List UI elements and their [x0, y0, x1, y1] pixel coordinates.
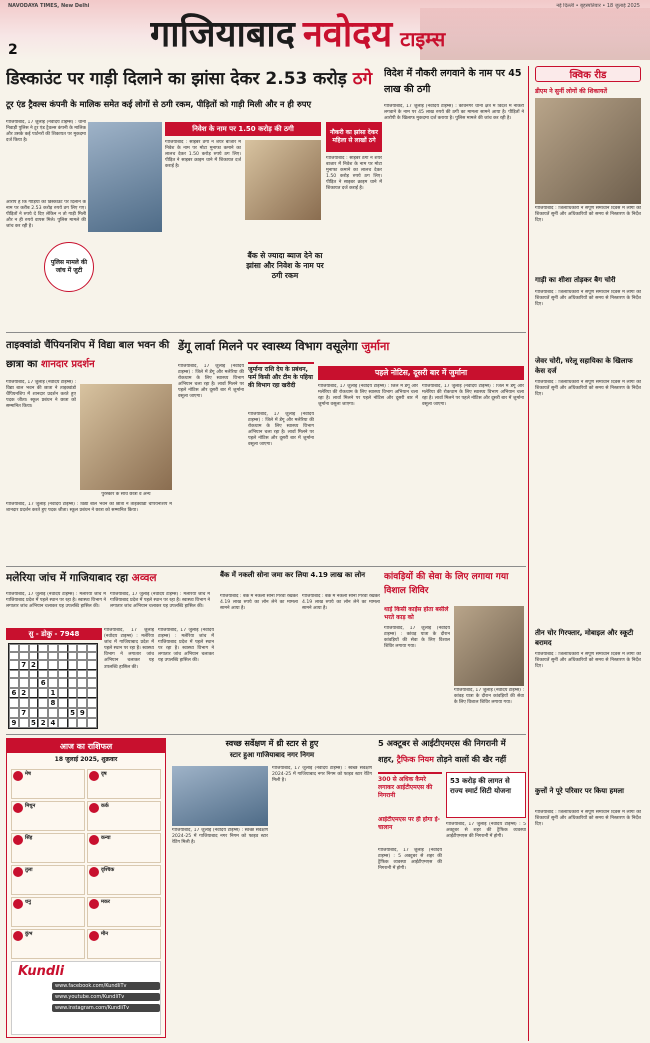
swachh-subheadline: स्टार हुआ गाजियाबाद नगर निगम [229, 751, 315, 759]
social-link[interactable]: www.instagram.com/KundliTv [52, 1004, 160, 1012]
rashi-item [11, 929, 85, 959]
sudoku-cell [87, 698, 97, 708]
taekwondo-body-1: गाजियाबाद, 17 जुलाई (नवोदय टाइम्स) : विद्या बाल भवन की छात्रा ने ताइक्वांडो चैंपियनशिप में शानदार प्रदर्शन करते हुए पदक जीता। स्कूल प्रबंधन ने छात्रा को सम्मानित किया। [6, 380, 76, 410]
lead-headline [6, 66, 436, 94]
sudoku-cell [48, 670, 58, 678]
swachh-body-2: गाजियाबाद, 17 जुलाई (नवोदय टाइम्स) : स्वच्छ सर्वेक्षण 2024-25 में गाजियाबाद नगर निगम को फाइव स्टार रेटिंग मिली है। [272, 766, 372, 784]
quick-body-4: गाजियाबाद : जिलाधिकारी ने संपूर्ण समाधान दिवस में लोगों की शिकायतें सुनीं और अधिकारियों को समय से निस्तारण के निर्देश दिए। [535, 652, 641, 670]
quick-read-label: क्विक रीड [569, 70, 607, 81]
lead-byline: गाजियाबाद, 17 जुलाई (नवोदय टाइम्स) : थाना निवाड़ी पुलिस ने टूर एंड ट्रैवल्स कंपनी के मालिक और उसके कई पार्टनरों की शिकायत पर मुकदमा दर्ज किया है। [6, 120, 86, 144]
brand-small: NAVODAYA TIMES, New Delhi [8, 3, 90, 9]
sudoku-cell [58, 678, 68, 688]
sudoku-cell [87, 678, 97, 688]
sudoku-cell [77, 718, 87, 728]
sudoku-cell [58, 688, 68, 698]
malaria-body-1: गाजियाबाद, 17 जुलाई (नवोदय टाइम्स) : मलेरिया जांच में गाजियाबाद प्रदेश में पहले स्थान पर रहा है। स्वास्थ्य विभाग ने लगातार जांच अभियान चलाकर यह उपलब्धि हासिल की। [6, 592, 106, 610]
zodiac-icon [13, 771, 23, 781]
sudoku-cell [77, 678, 87, 688]
dm-meeting-image [535, 98, 641, 204]
bike-body-2: गाजियाबाद : बैंक में नकली सोना गिरवी रखकर 4.19 लाख रुपये का लोन लेने का मामला सामने आया है। [302, 594, 380, 612]
dengue-notice [318, 366, 524, 380]
dengue-bullet-text: जुर्माना राशि देय के प्रबंधन, फर्म किसी और टीम के पहिया की विभाग रहा खरीदी [248, 366, 313, 389]
sudoku-cell [58, 708, 68, 718]
job-fraud-title: नौकरी का झांसा देकर महिला से लाखों ठगे [330, 129, 378, 144]
sudoku-cell [48, 660, 58, 670]
investment-sub-title: निवेश के नाम पर 1.50 करोड़ की ठगी [192, 124, 294, 133]
rashi-name: तुला [25, 867, 33, 873]
dengue-headline [178, 336, 528, 358]
job-fraud-box [326, 122, 382, 152]
quick-h5: कुत्तों ने पूरे परिवार पर किया हमला [535, 787, 624, 795]
sudoku-cell [19, 644, 29, 652]
quick-read-tag [535, 66, 641, 82]
malaria-headline [6, 568, 216, 588]
taekwondo-body-2: गाजियाबाद, 17 जुलाई (नवोदय टाइम्स) : विद्या बाल भवन की छात्रा ने ताइक्वांडो चैंपियनशिप में शानदार प्रदर्शन करते हुए पदक जीता। स्कूल प्रबंधन ने छात्रा को सम्मानित किया। [6, 502, 172, 514]
quick-h4: तीन चोर गिरफ्तार, मोबाइल और स्कूटी बरामद [535, 629, 634, 647]
sudoku-cell [48, 708, 58, 718]
sudoku-cell [29, 670, 39, 678]
divider-2 [6, 566, 526, 567]
rashifal-title-bar [7, 739, 165, 753]
rashi-item [87, 801, 161, 831]
zodiac-icon [13, 835, 23, 845]
sudoku-cell [77, 652, 87, 660]
rashi-item [87, 865, 161, 895]
sudoku-title: सु - डोकु - 7948 [28, 629, 80, 638]
sudoku-cell [38, 644, 48, 652]
itms-bullet-2 [378, 816, 442, 846]
sudoku-cell [77, 698, 87, 708]
pulice-quote [44, 242, 94, 292]
zodiac-icon [89, 835, 99, 845]
itms-suffix: तोड़ने वालों की खैर नहीं [436, 755, 507, 764]
sudoku-cell [19, 698, 29, 708]
sudoku-cell: 2 [29, 660, 39, 670]
sudoku-cell [77, 660, 87, 670]
sudoku-cell [58, 670, 68, 678]
taekwondo-headline-text: ताइक्वांडो चैंपियनशिप में विद्या बाल भवन की छात्रा का [6, 340, 170, 370]
sudoku-cell: 9 [77, 708, 87, 718]
lead-body: आरोप है कि गाड़ियों को डिस्काउंट पर दिलाने के नाम पर करीब 2.53 करोड़ रुपये ठग लिए गए। पीड़ितों ने रुपये दे दिए लेकिन न तो गाड़ी मिली और न ही रुपये वापस मिले। पुलिस मामले की जांच कर रही है। [6, 200, 86, 230]
sudoku-cell: 6 [38, 678, 48, 688]
title-part1: गाजियाबाद [150, 13, 295, 55]
dengue-body-1: गाजियाबाद, 17 जुलाई (नवोदय टाइम्स) : जिले में डेंगू और मलेरिया की रोकथाम के लिए स्वास्थ्य विभाग अभियान चला रहा है। लार्वा मिलने पर पहले नोटिस और दूसरी बार में जुर्माना वसूला जाएगा। [178, 364, 244, 400]
swachh-body-1: गाजियाबाद, 17 जुलाई (नवोदय टाइम्स) : स्वच्छ सर्वेक्षण 2024-25 में गाजियाबाद नगर निगम को फाइव स्टार रेटिंग मिली है। [172, 828, 268, 846]
rashi-name: धनु [25, 899, 31, 905]
sudoku-cell [9, 678, 19, 688]
dengue-body-2: गाजियाबाद, 17 जुलाई (नवोदय टाइम्स) : जिले में डेंगू और मलेरिया की रोकथाम के लिए स्वास्थ्य विभाग अभियान चला रहा है। लार्वा मिलने पर पहले नोटिस और दूसरी बार में जुर्माना वसूला जाएगा। [248, 412, 314, 448]
zodiac-icon [89, 771, 99, 781]
rashifal-signs [11, 769, 161, 959]
rashi-name: मेष [25, 771, 31, 777]
social-link[interactable]: www.youtube.com/KundliTv [52, 993, 160, 1001]
sudoku-cell [19, 652, 29, 660]
kanwar-body-1: गाजियाबाद, 17 जुलाई (नवोदय टाइम्स) : कांवड़ यात्रा के दौरान कांवड़ियों की सेवा के लिए विशाल शिविर लगाया गया। [384, 626, 450, 650]
sudoku-cell [77, 670, 87, 678]
rashifal-title: आज का राशिफल [59, 741, 113, 751]
itms-accent: ट्रैफिक नियम [396, 755, 434, 764]
itms-bullet-1-text: 300 से अधिक कैमरे लगाकर आईटीएमएस की निगरानी [378, 776, 433, 799]
itms-headline-2 [378, 752, 526, 768]
divider-3 [6, 734, 526, 735]
social-link[interactable]: www.facebook.com/KundliTv [52, 982, 160, 990]
sudoku-cell [9, 670, 19, 678]
itms-body-1: गाजियाबाद, 17 जुलाई (नवोदय टाइम्स) : 5 अक्टूबर से शहर की ट्रैफिक व्यवस्था आईटीएमएस की निगरानी में होगी। [378, 848, 442, 872]
rashifal-date: 18 जुलाई 2025, शुक्रवार [54, 756, 118, 763]
sudoku-cell: 7 [19, 660, 29, 670]
dengue-body-4: गाजियाबाद, 17 जुलाई (नवोदय टाइम्स) : जिले में डेंगू और मलेरिया की रोकथाम के लिए स्वास्थ्य विभाग अभियान चला रहा है। लार्वा मिलने पर पहले नोटिस और दूसरी बार में जुर्माना वसूला जाएगा। [422, 384, 524, 408]
swachh-headline: स्वच्छ सर्वेक्षण में थ्री स्टार से हुए [225, 739, 319, 748]
sudoku-cell [29, 698, 39, 708]
sudoku-cell [48, 652, 58, 660]
zodiac-icon [13, 899, 23, 909]
sudoku-cell: 9 [9, 718, 19, 728]
rashi-name: कर्क [101, 803, 109, 809]
title-part3: टाइम्स [400, 27, 446, 51]
sudoku-cell [19, 670, 29, 678]
sudoku-cell [58, 698, 68, 708]
rashi-item [11, 769, 85, 799]
sudoku-cell [9, 660, 19, 670]
malaria-body-3: गाजियाबाद, 17 जुलाई (नवोदय टाइम्स) : मलेरिया जांच में गाजियाबाद प्रदेश में पहले स्थान पर रहा है। स्वास्थ्य विभाग ने लगातार जांच अभियान चलाकर यह उपलब्धि हासिल की। [158, 628, 214, 664]
dengue-notice-text: पहले नोटिस, दूसरी बार में जुर्माना [374, 368, 468, 377]
rashi-name: कुंभ [25, 931, 33, 937]
sudoku-cell [9, 652, 19, 660]
dengue-body-3: गाजियाबाद, 17 जुलाई (नवोदय टाइम्स) : जिले में डेंगू और मलेरिया की रोकथाम के लिए स्वास्थ्य विभाग अभियान चला रहा है। लार्वा मिलने पर पहले नोटिस और दूसरी बार में जुर्माना वसूला जाएगा। [318, 384, 418, 408]
zodiac-icon [13, 931, 23, 941]
itms-body-2: गाजियाबाद, 17 जुलाई (नवोदय टाइम्स) : 5 अक्टूबर से शहर की ट्रैफिक व्यवस्था आईटीएमएस की निगरानी में होगी। [446, 822, 526, 840]
sudoku-cell [29, 652, 39, 660]
investment-sub-box [165, 122, 321, 136]
sudoku-cell [38, 688, 48, 698]
sudoku-cell [77, 688, 87, 698]
sudoku-cell [68, 652, 78, 660]
sudoku-cell [77, 644, 87, 652]
sudoku-cell [9, 708, 19, 718]
taekwondo-photo [80, 384, 172, 490]
pulice-quote-text: पुलिस मामले की जांच में जुटी [50, 259, 88, 274]
malaria-accent: अव्वल [131, 572, 157, 584]
sudoku-cell [68, 688, 78, 698]
sudoku-cell: 8 [48, 698, 58, 708]
taekwondo-accent: शानदार प्रदर्शन [40, 359, 95, 370]
date-line: नई दिल्ली • बृहस्पतिवार • 18 जुलाई 2025 [556, 3, 640, 9]
quick-subtitle: डीएम ने सुनीं लोगों की शिकायतें [535, 88, 607, 95]
sudoku-cell [9, 698, 19, 708]
sudoku-grid [8, 643, 98, 729]
rashi-item [11, 897, 85, 927]
kanwar-headline: कांवड़ियों की सेवा के लिए लगाया गया विशाल शिविर [384, 572, 509, 596]
sudoku-cell: 2 [19, 688, 29, 698]
kundli-ad [11, 961, 161, 1035]
bike-body-1: गाजियाबाद : बैंक में नकली सोना गिरवी रखकर 4.19 लाख रुपये का लोन लेने का मामला सामने आया है। [220, 594, 298, 612]
sudoku-cell [68, 698, 78, 708]
rashi-name: कन्या [101, 835, 111, 841]
dengue-accent: जुर्माना [361, 339, 390, 353]
sudoku-cell [58, 660, 68, 670]
kanwar-bullet: थाई किसी काईंस होता बसीले भरते काड़ को [384, 606, 449, 621]
sudoku-cell [38, 708, 48, 718]
sudoku-cell [29, 708, 39, 718]
sudoku-cell [48, 644, 58, 652]
sudoku-cell [58, 644, 68, 652]
bike-headline: बैंक में नकली सोना जमा कर लिया 4.19 लाख का लोन [220, 571, 366, 579]
sudoku-cell [87, 708, 97, 718]
zodiac-icon [89, 899, 99, 909]
sudoku-cell [68, 660, 78, 670]
investment-sub-body: गाजियाबाद : साइबर ठगों ने शेयर बाजार में निवेश के नाम पर मोटा मुनाफा कमाने का लालच देकर 1.50 करोड़ रुपये ठग लिए। पीड़ित ने साइबर क्राइम थाने में शिकायत दर्ज कराई है। [165, 140, 241, 170]
zodiac-icon [89, 803, 99, 813]
job-fraud-body: गाजियाबाद : साइबर ठगों ने शेयर बाजार में निवेश के नाम पर मोटा मुनाफा कमाने का लालच देकर 1.50 करोड़ रुपये ठग लिए। पीड़ित ने साइबर क्राइम थाने में शिकायत दर्ज कराई है। [326, 156, 382, 192]
sudoku-cell [87, 688, 97, 698]
sudoku-cell [68, 678, 78, 688]
sudoku-cell [29, 688, 39, 698]
sudoku-title-bar [6, 628, 102, 640]
rashi-item [87, 833, 161, 863]
smart-city-box [446, 772, 526, 818]
sudoku-cell [29, 644, 39, 652]
malaria-headline-text: मलेरिया जांच में गाजियाबाद रहा [6, 572, 129, 584]
lead-headline-text: डिस्काउंट पर गाड़ी दिलाने का झांसा देकर 2.53 करोड़ [6, 69, 347, 89]
rashi-item [87, 769, 161, 799]
kanwar-body-2: गाजियाबाद, 17 जुलाई (नवोदय टाइम्स) : कांवड़ यात्रा के दौरान कांवड़ियों की सेवा के लिए विशाल शिविर लगाया गया। [454, 688, 524, 706]
itms-accent-prefix: शहर, [378, 755, 394, 764]
sudoku-cell: 5 [29, 718, 39, 728]
itms-headline: 5 अक्टूबर से आईटीएमएस की निगरानी में [378, 738, 506, 748]
divider-1 [6, 332, 526, 333]
sudoku-cell: 7 [19, 708, 29, 718]
dengue-headline-text: डेंगू लार्वा मिलने पर स्वास्थ्य विभाग वसूलेगा [178, 339, 358, 353]
sudoku-cell [58, 652, 68, 660]
sudoku-cell [19, 678, 29, 688]
sudoku-cell: 2 [38, 718, 48, 728]
page-number: 2 [8, 42, 18, 58]
quick-h3: जेवर चोरी, घरेलू सहायिका के खिलाफ केस दर्ज [535, 357, 633, 375]
rashi-item [87, 897, 161, 927]
sudoku-cell [87, 652, 97, 660]
sudoku-cell [87, 718, 97, 728]
quick-body-3: गाजियाबाद : जिलाधिकारी ने संपूर्ण समाधान दिवस में लोगों की शिकायतें सुनीं और अधिकारियों को समय से निस्तारण के निर्देश दिए। [535, 380, 641, 398]
sudoku-cell [9, 644, 19, 652]
sudoku-cell [29, 678, 39, 688]
lead-subheadline: टूर एंड ट्रैवल्स कंपनी के मालिक समेत कई लोगों से ठगी रकम, पीड़ितों को गाड़ी मिली और न ही रुपए [6, 99, 312, 109]
videsh-body: गाजियाबाद, 17 जुलाई (नवोदय टाइम्स) : कविनगर थाना क्षेत्र में विदेश में नौकरी लगवाने के नाम पर 45 लाख रुपये की ठगी का मामला सामने आया है। पीड़ितों ने आरोपी के खिलाफ मुकदमा दर्ज कराया है। पुलिस मामले की जांच कर रही है। [384, 104, 524, 122]
rashi-name: वृष [101, 771, 107, 777]
quick-body-1: गाजियाबाद : जिलाधिकारी ने संपूर्ण समाधान दिवस में लोगों की शिकायतें सुनीं और अधिकारियों को समय से निस्तारण के निर्देश दिए। [535, 206, 641, 224]
kundli-social-links [52, 982, 160, 1032]
bank-quote-text: बैंक से ज्यादा ब्याज देने का झांसा और निवेश के नाम पर ठगी रकम [246, 251, 324, 280]
rashi-name: सिंह [25, 835, 33, 841]
rashifal-box [6, 738, 166, 1038]
zodiac-icon [89, 931, 99, 941]
itms-bullet-2-text: आईटीएमएस पर ही होगा ई-चालान [378, 816, 441, 831]
videsh-headline: विदेश में नौकरी लगवाने के नाम पर 45 लाख की ठगी [384, 68, 522, 95]
sudoku-cell [68, 718, 78, 728]
sudoku-cell: 6 [9, 688, 19, 698]
lead-headline-accent: ठगे [352, 69, 373, 89]
sudoku-instructions: गाजियाबाद, 17 जुलाई (नवोदय टाइम्स) : मलेरिया जांच में गाजियाबाद प्रदेश में पहले स्थान पर रहा है। स्वास्थ्य विभाग ने लगातार जांच अभियान चलाकर यह उपलब्धि हासिल की। [104, 628, 154, 670]
zodiac-icon [13, 803, 23, 813]
quick-h2: गाड़ी का शीशा तोड़कर बैग चोरी [535, 276, 616, 284]
sudoku-cell [87, 670, 97, 678]
hacker-image [88, 122, 162, 232]
sudoku-cell [68, 670, 78, 678]
taekwondo-caption: पुरस्कार के साथ छात्रा व अन्य [101, 492, 151, 497]
rashi-item [87, 929, 161, 959]
title-part2: नवोदय [302, 13, 393, 55]
quick-body-2: गाजियाबाद : जिलाधिकारी ने संपूर्ण समाधान दिवस में लोगों की शिकायतें सुनीं और अधिकारियों को समय से निस्तारण के निर्देश दिए। [535, 290, 641, 308]
sudoku-cell [87, 660, 97, 670]
sudoku-cell [87, 644, 97, 652]
swachh-photo [172, 766, 268, 826]
kundli-brand: Kundli [18, 964, 65, 979]
masthead-title [150, 8, 510, 56]
rashi-name: मिथुन [25, 803, 36, 809]
bank-quote [246, 236, 324, 296]
sudoku-cell: 4 [48, 718, 58, 728]
quick-body-5: गाजियाबाद : जिलाधिकारी ने संपूर्ण समाधान दिवस में लोगों की शिकायतें सुनीं और अधिकारियों को समय से निस्तारण के निर्देश दिए। [535, 810, 641, 828]
smart-city-title: 53 करोड़ की लागत से राज्य स्मार्ट सिटी योजना [450, 777, 511, 795]
rashi-item [11, 801, 85, 831]
sudoku-cell [68, 644, 78, 652]
rashi-name: मीन [101, 931, 109, 937]
rashi-name: वृश्चिक [101, 867, 115, 873]
sudoku-cell [58, 718, 68, 728]
dengue-bullet [248, 362, 314, 410]
sudoku-cell [19, 718, 29, 728]
sudoku-cell [48, 678, 58, 688]
zodiac-icon [13, 867, 23, 877]
rashi-item [11, 865, 85, 895]
zodiac-icon [89, 867, 99, 877]
quick-read-column [528, 66, 646, 1041]
rashi-name: मकर [101, 899, 110, 905]
kanwar-photo [454, 606, 524, 686]
sudoku-cell [38, 652, 48, 660]
rashi-item [11, 833, 85, 863]
sudoku-cell [38, 660, 48, 670]
taekwondo-headline [6, 336, 174, 376]
sudoku-cell: 5 [68, 708, 78, 718]
masthead [0, 0, 650, 60]
cash-image [245, 140, 321, 220]
itms-bullet-1 [378, 772, 442, 812]
sudoku-cell: 1 [48, 688, 58, 698]
sudoku-cell [38, 698, 48, 708]
malaria-body-2: गाजियाबाद, 17 जुलाई (नवोदय टाइम्स) : मलेरिया जांच में गाजियाबाद प्रदेश में पहले स्थान पर रहा है। स्वास्थ्य विभाग ने लगातार जांच अभियान चलाकर यह उपलब्धि हासिल की। [110, 592, 210, 610]
sudoku-cell [38, 670, 48, 678]
